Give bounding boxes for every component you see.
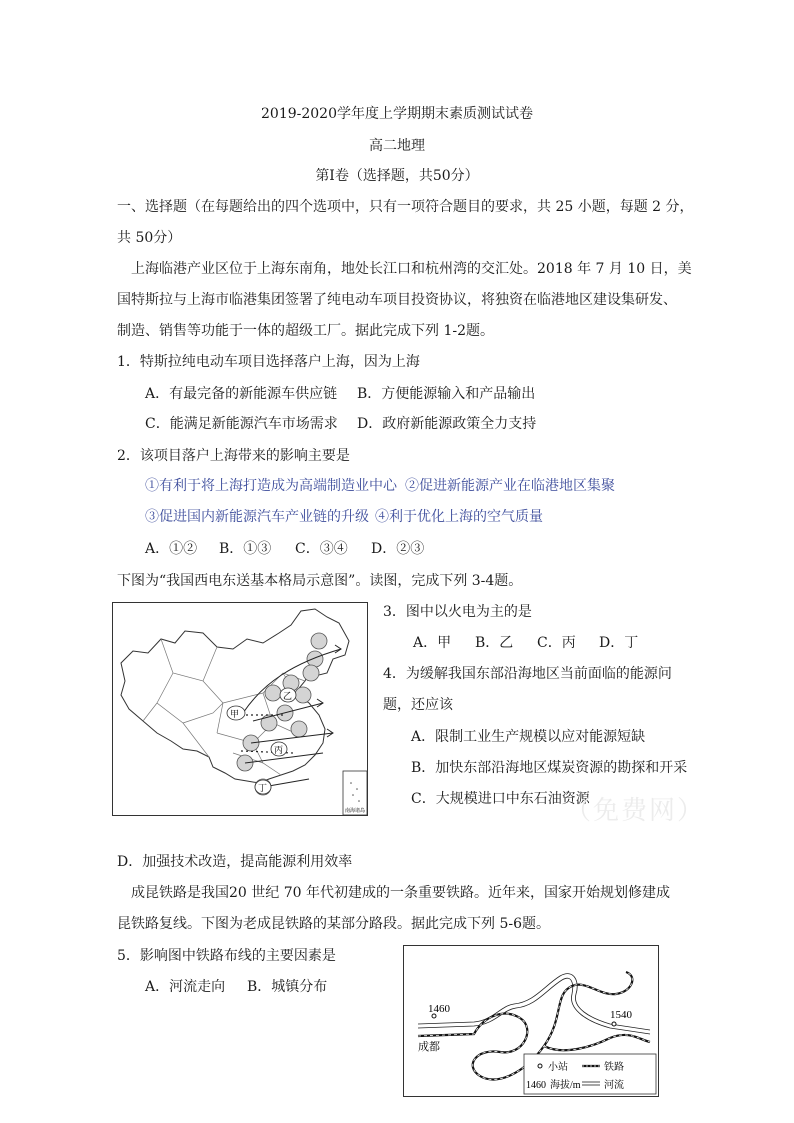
q1-option-c: C．能满足新能源汽车市场需求 — [145, 416, 338, 432]
label-yi: 乙 — [283, 691, 293, 701]
q2-statement-3: ③促进国内新能源汽车产业链的升级 — [145, 509, 369, 525]
q2-statement-4: ④利于优化上海的空气质量 — [375, 509, 543, 525]
legend-railway: 铁路 — [604, 1062, 624, 1073]
city-label: 成都 — [418, 1041, 440, 1053]
q2-option-d: D．②③ — [371, 541, 425, 557]
section-instruction-line2: 共 50分） — [117, 230, 182, 246]
q5-option-b: B．城镇分布 — [247, 979, 328, 995]
q2-option-a: A．①② — [145, 541, 198, 557]
q4-option-c: C．大规模进口中东石油资源 — [411, 791, 590, 807]
elev-right-label: 1540 — [610, 1009, 632, 1021]
q4-stem-line2: 题，还应该 — [383, 697, 453, 713]
legend-station: 小站 — [548, 1062, 568, 1073]
west-east-power-map — [112, 602, 368, 816]
label-jia: 甲 — [230, 709, 240, 719]
legend-elev-value: 1460 — [526, 1080, 546, 1091]
railway-svg — [404, 946, 658, 1096]
q3-option-d: D．丁 — [599, 635, 639, 651]
q5-option-a: A．河流走向 — [145, 979, 226, 995]
q2-stem: 2．该项目落户上海带来的影响主要是 — [117, 448, 350, 464]
railway-figure — [403, 945, 659, 1097]
watermark: （免费网） — [565, 796, 706, 826]
q1-stem: 1．特斯拉纯电动车项目选择落户上海，因为上海 — [117, 354, 420, 370]
inset-label: 南海诸岛 — [345, 809, 366, 814]
region-labels — [227, 688, 296, 794]
q2-statement-2: ②促进新能源产业在临港地区集聚 — [405, 478, 615, 494]
passage1-line2: 国特斯拉与上海市临港集团签署了纯电动车项目投资协议，将独资在临港地区建设集研发、 — [117, 292, 677, 308]
q2-statement-1: ①有利于将上海打造成为高端制造业中心 — [145, 478, 397, 494]
label-bing: 丙 — [274, 745, 284, 755]
section-instruction-line1: 一、选择题（在每题给出的四个选项中，只有一项符合题目的要求，共 25 小题，每题 2 分， — [117, 199, 694, 215]
q1-option-b: B．方便能源输入和产品输出 — [357, 386, 536, 402]
q4-option-d: D．加强技术改造，提高能源利用效率 — [117, 854, 353, 870]
exam-title: 2019-2020学年度上学期期末素质测试试卷 — [261, 106, 533, 122]
legend-elev-text: 海拔/m — [550, 1080, 581, 1091]
q3-option-a: A．甲 — [413, 635, 452, 651]
q3-option-b: B．乙 — [475, 635, 514, 651]
q4-option-b: B．加快东部沿海地区煤炭资源的勘探和开采 — [411, 760, 688, 776]
subject-title: 高二地理 — [369, 138, 425, 154]
legend-river: 河流 — [604, 1080, 624, 1091]
q2-option-c: C．③④ — [295, 541, 348, 557]
q5-stem: 5．影响图中铁路布线的主要因素是 — [117, 948, 336, 964]
passage1-line1: 上海临港产业区位于上海东南角，地处长江口和杭州湾的交汇处。2018 年 7 月 10 日，美 — [131, 261, 692, 277]
china-map-svg — [113, 603, 367, 815]
q4-stem-line1: 4．为缓解我国东部沿海地区当前面临的能源问 — [383, 666, 672, 682]
q4-option-a: A．限制工业生产规模以应对能源短缺 — [411, 729, 646, 745]
passage2-intro: 下图为“我国西电东送基本格局示意图”。读图，完成下列 3-4题。 — [117, 573, 523, 589]
part-title: 第Ⅰ卷（选择题，共50分） — [315, 168, 479, 184]
passage3-line2: 昆铁路复线。下图为老成昆铁路的某部分路段。据此完成下列 5-6题。 — [117, 916, 550, 932]
q2-option-b: B．①③ — [219, 541, 272, 557]
label-ding: 丁 — [258, 783, 268, 793]
q3-option-c: C．丙 — [537, 635, 576, 651]
station-1540 — [612, 1022, 616, 1026]
q3-stem: 3．图中以火电为主的是 — [383, 604, 532, 620]
passage1-line3: 制造、销售等功能于一体的超级工厂。据此完成下列 1-2题。 — [117, 323, 494, 339]
q1-option-a: A．有最完备的新能源车供应链 — [145, 386, 338, 402]
passage3-line1: 成昆铁路是我国20 世纪 70 年代初建成的一条重要铁路。近年来，国家开始规划修建成 — [131, 885, 670, 901]
q1-option-d: D．政府新能源政策全力支持 — [357, 416, 537, 432]
elev-left-label: 1460 — [428, 1003, 450, 1015]
